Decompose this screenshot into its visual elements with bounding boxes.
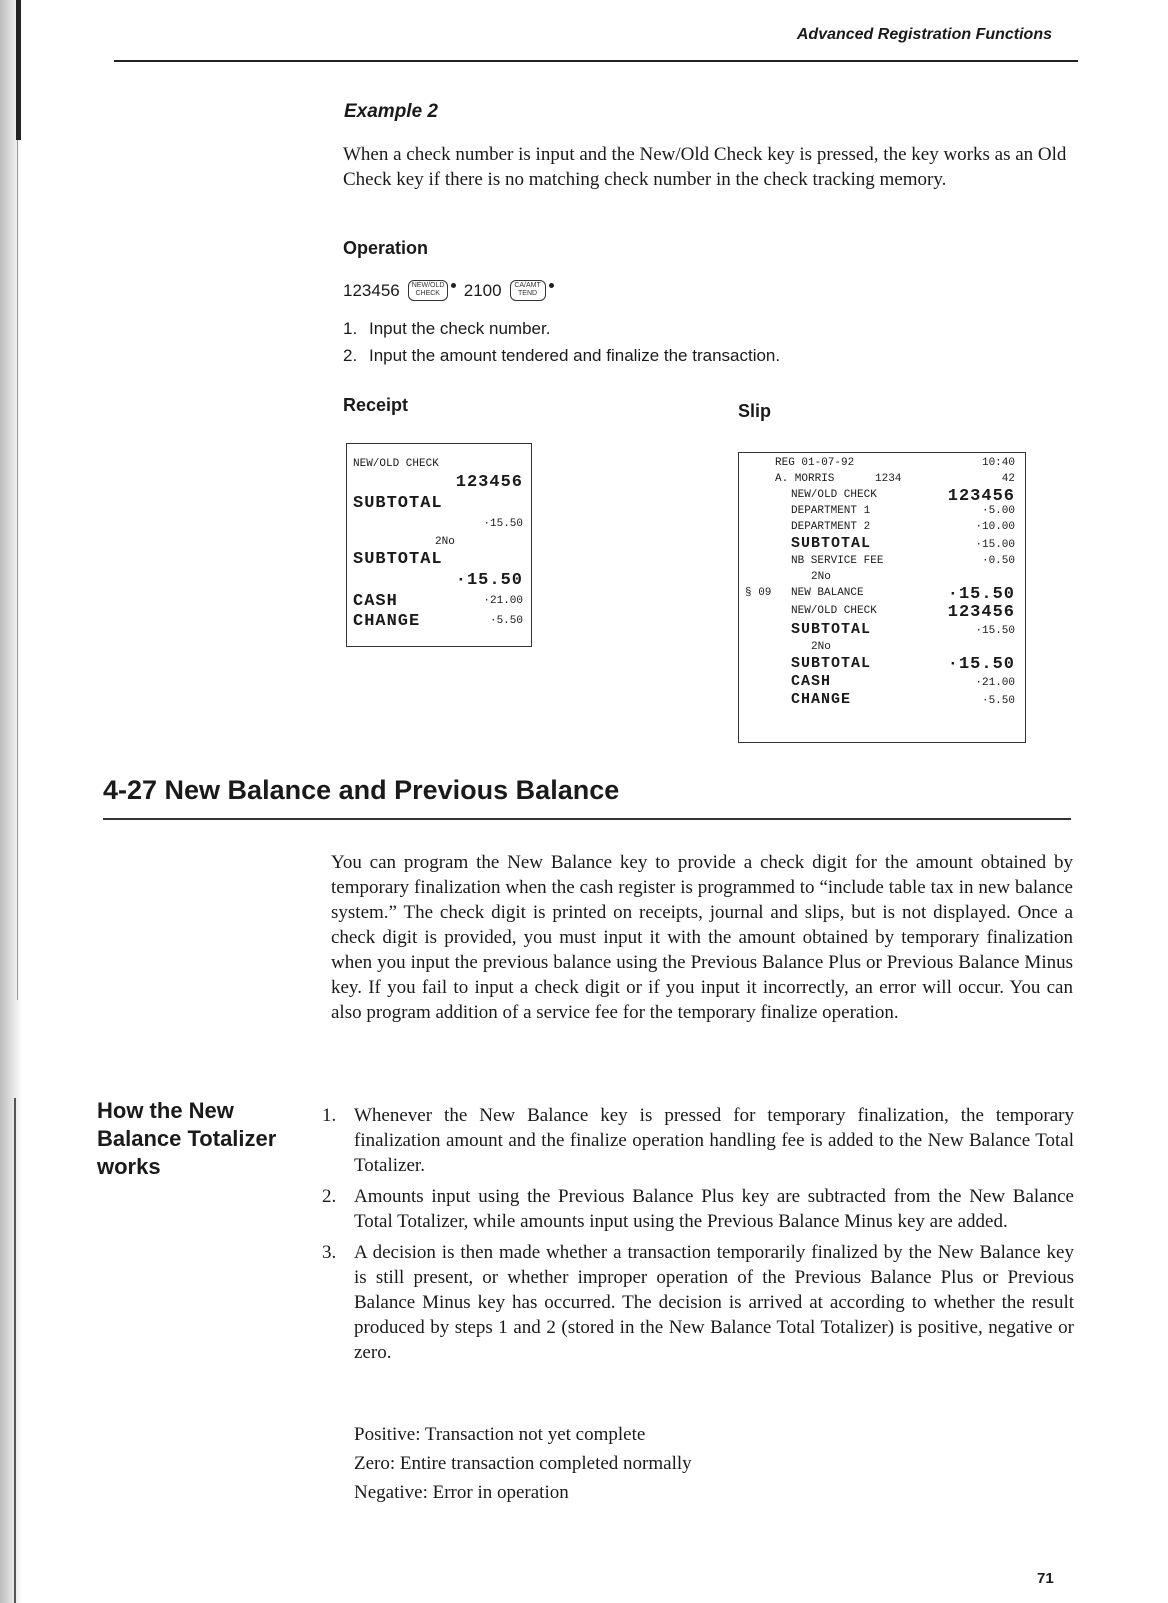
outcome-list <box>354 1420 692 1507</box>
step-item: 1. Input the check number. <box>343 319 551 338</box>
step-item: 2. Input the amount tendered and finalize the transaction. <box>343 346 781 365</box>
list-item: 3. A decision is then made whether a transaction temporarily finalized by the New Balance key is still present, or whether improper operation of the Previous Balance Plus or Previous Balance Minus key has occurred. The decision is arrived at according to whether the result produced by steps 1 and 2 (stored in the New Balance Total Totalizer) is positive, negative or zero. <box>322 1242 1074 1363</box>
slip-line: CHANGE <box>791 691 852 708</box>
key-press-dot-icon <box>451 283 456 288</box>
page-number: 71 <box>1037 1570 1054 1587</box>
receipt-printout <box>346 443 532 647</box>
slip-line: CASH <box>791 673 832 690</box>
slip-line: REG 01-07-92 <box>775 457 855 469</box>
slip-line: ·21.00 <box>975 677 1015 689</box>
example-title: Example 2 <box>344 101 438 122</box>
header-rule <box>114 60 1078 62</box>
slip-line: ·5.50 <box>981 695 1015 707</box>
slip-line: ·15.50 <box>947 655 1015 674</box>
section-intro-paragraph: You can program the New Balance key to provide a check digit for the amount obtained by temporary finalization when the cash register is programmed to “include table tax in new balance system.” The check digit is printed on receipts, journal and slips, but is not displayed. Once a check digit is provided, you must input it with the amount obtained by temporary finalization when you input the previous balance using the Previous Balance Plus or Previous Balance Minus key. If you fail to input a check digit or if you input it incorrectly, an error will occur. You can also program addition of a service fee for the temporary finalize operation. <box>331 852 1073 1023</box>
slip-line: NEW/OLD CHECK <box>791 605 877 617</box>
slip-line: NEW BALANCE <box>791 587 864 599</box>
key-press-dot-icon <box>549 283 554 288</box>
slip-line: ·15.50 <box>947 585 1015 604</box>
receipt-line: ·15.50 <box>483 518 523 530</box>
list-item: 2. Amounts input using the Previous Balance Plus key are subtracted from the New Balance Total Totalizer, while amounts input using the Previous Balance Minus key are added. <box>322 1186 1074 1232</box>
slip-line: ·15.50 <box>975 625 1015 637</box>
binding-mark <box>16 0 21 140</box>
check-number-input: 123456 <box>343 280 400 300</box>
slip-line: § 09 <box>745 587 772 599</box>
slip-line: ·15.00 <box>975 539 1015 551</box>
slip-label: Slip <box>738 401 772 421</box>
slip-line: 1234 <box>875 473 902 485</box>
operation-sequence <box>343 280 554 301</box>
running-header: Advanced Registration Functions <box>796 26 1052 43</box>
slip-line: ·5.00 <box>981 505 1015 517</box>
numbered-list <box>322 1103 1074 1371</box>
margin-line <box>17 140 18 1000</box>
slip-line: A. MORRIS <box>775 473 835 485</box>
section-rule <box>103 818 1071 820</box>
receipt-line: NEW/OLD CHECK <box>353 458 439 470</box>
receipt-line: SUBTOTAL <box>353 494 443 513</box>
slip-line: DEPARTMENT 2 <box>791 521 871 533</box>
receipt-line: ·5.50 <box>489 615 523 627</box>
cash-amount-tendered-key-icon: CA/AMT TEND <box>510 280 546 301</box>
section-heading: 4-27 New Balance and Previous Balance <box>103 775 620 805</box>
receipt-line: CHANGE <box>353 612 421 631</box>
new-old-check-key-icon: NEW/OLD CHECK <box>408 280 448 301</box>
slip-line: 42 <box>1001 473 1015 485</box>
sidebar-margin-line <box>14 1098 16 1603</box>
slip-line: 10:40 <box>981 457 1015 469</box>
amount-tendered-input: 2100 <box>463 280 502 300</box>
slip-line: SUBTOTAL <box>791 655 872 672</box>
receipt-line: CASH <box>353 592 398 611</box>
slip-line: SUBTOTAL <box>791 535 872 552</box>
slip-line: SUBTOTAL <box>791 621 872 638</box>
operation-steps <box>343 315 780 369</box>
receipt-line: SUBTOTAL <box>353 550 443 569</box>
slip-line: 2No <box>811 641 831 653</box>
slip-line: NB SERVICE FEE <box>791 555 884 567</box>
slip-line: 123456 <box>947 603 1015 622</box>
slip-line: ·10.00 <box>975 521 1015 533</box>
page-binding-edge <box>0 0 22 1603</box>
receipt-line: 123456 <box>455 473 523 492</box>
receipt-line: 2No <box>435 536 455 548</box>
outcome-zero: Zero: Entire transaction completed normally <box>354 1453 692 1474</box>
slip-printout <box>738 452 1026 743</box>
slip-line: DEPARTMENT 1 <box>791 505 871 517</box>
receipt-label: Receipt <box>343 395 409 415</box>
receipt-line: ·15.50 <box>455 571 523 590</box>
operation-label: Operation <box>343 238 429 258</box>
outcome-negative: Negative: Error in operation <box>354 1482 569 1503</box>
slip-line: NEW/OLD CHECK <box>791 489 877 501</box>
slip-line: 123456 <box>947 487 1015 506</box>
example-paragraph: When a check number is input and the New/Old Check key is pressed, the key works as an Old Check key if there is no matching check number in the check tracking memory. <box>343 144 1067 190</box>
slip-line: 2No <box>811 571 831 583</box>
slip-line: ·0.50 <box>981 555 1015 567</box>
list-item: 1. Whenever the New Balance key is pressed for temporary finalization, the temporary finalization amount and the finalize operation handling fee is added to the New Balance Total Totalizer. <box>322 1105 1074 1176</box>
receipt-line: ·21.00 <box>483 595 523 607</box>
outcome-positive: Positive: Transaction not yet complete <box>354 1424 646 1445</box>
sidebar-heading: How the New Balance Totalizer works <box>97 1098 277 1179</box>
